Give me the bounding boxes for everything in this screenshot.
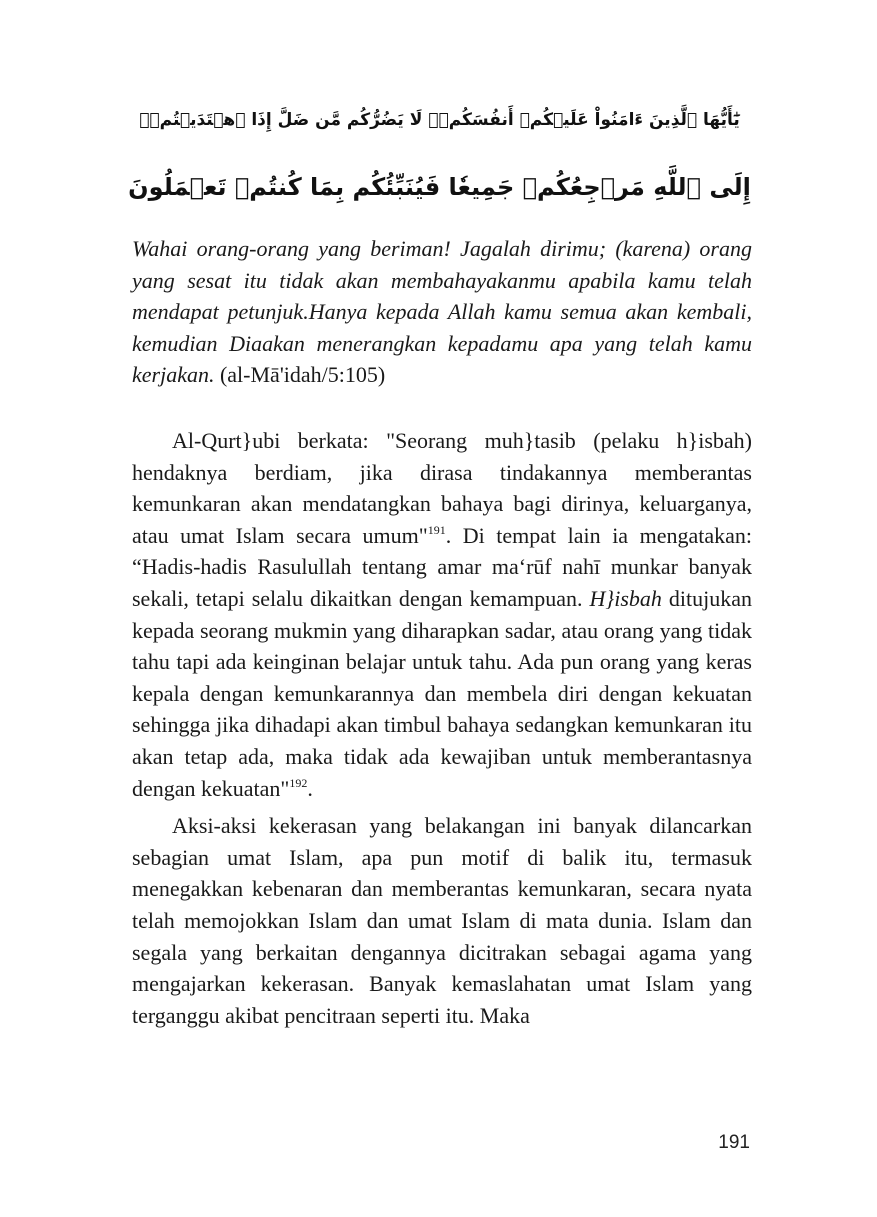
paragraph-1-part-2: . Di tempat lain ia mengatakan: “Hadis-hadis Rasulullah tentang amar ma‘rūf nahī munkar banyak sekali, tetapi selalu dikaitkan dengan kemampuan.	[132, 522, 752, 611]
paragraph-1	[132, 425, 752, 804]
paragraph-2: Aksi-aksi kekerasan yang belakangan ini banyak dilancarkan sebagian umat Islam, apa pun motif di balik itu, termasuk menegakkan kebenaran dan memberantas kemunkaran, secara nyata telah memojokkan Islam dan umat Islam di mata dunia. Islam dan segala yang berkaitan dengannya dicitrakan sebagai agama yang mengajarkan kekerasan. Banyak kemaslahatan umat Islam yang terganggu akibat pencitraan seperti itu. Maka	[132, 813, 752, 1028]
verse-translation	[132, 233, 752, 391]
footnote-ref-192[interactable]: 192	[289, 775, 308, 790]
translation-text: Wahai orang-orang yang beriman! Jagalah dirimu; (karena) orang yang sesat itu tidak akan membahayakanmu apabila kamu telah mendapat petunjuk.Hanya kepada Allah kamu semua akan kembali, kemudian Diaakan menerangkan kepadamu apa yang telah kamu kerjakan.	[132, 236, 752, 387]
body-text	[132, 425, 752, 1037]
paragraph-1-part-4: .	[307, 775, 313, 801]
paragraph-1-part-3: ditujukan kepada seorang mukmin yang diharapkan sadar, atau orang yang tidak tahu tapi ada keinginan belajar untuk tahu. Ada pun orang yang keras kepala dengan kemunkarannya dan membela diri dengan kekuatan sehingga jika dihadapi akan timbul bahaya sedangkan kemunkaran itu akan tetap ada, maka tidak ada kewajiban untuk memberantasnya dengan kekuatan"	[132, 585, 752, 801]
italic-term-hisbah: H}isbah	[589, 585, 662, 611]
paragraph-1-part-1: Al-Qurt}ubi berkata: "Seorang muh}tasib (pelaku h}isbah) hendaknya berdiam, jika dirasa tindakannya memberantas kemunkaran akan mendatangkan bahaya bagi dirinya, keluarganya, atau umat Islam secara umum"	[132, 428, 752, 548]
verse-reference: (al-Mā'idah/5:105)	[214, 362, 386, 387]
page-number: 191	[718, 1132, 750, 1153]
quran-verse-line-1: يَٰٓأَيُّهَا ٱلَّذِينَ ءَامَنُواْ عَلَيۡكُمۡ أَنفُسَكُمۡۖ لَا يَضُرُّكُم مَّن ضَلَّ إِذَا ٱهۡتَدَيۡتُمۡۚ	[139, 110, 740, 130]
footnote-ref-191[interactable]: 191	[427, 522, 446, 537]
quran-verse-line-2: إِلَى ٱللَّهِ مَرۡجِعُكُمۡ جَمِيعٗا فَيُنَبِّئُكُم بِمَا كُنتُمۡ تَعۡمَلُونَ	[128, 173, 751, 201]
